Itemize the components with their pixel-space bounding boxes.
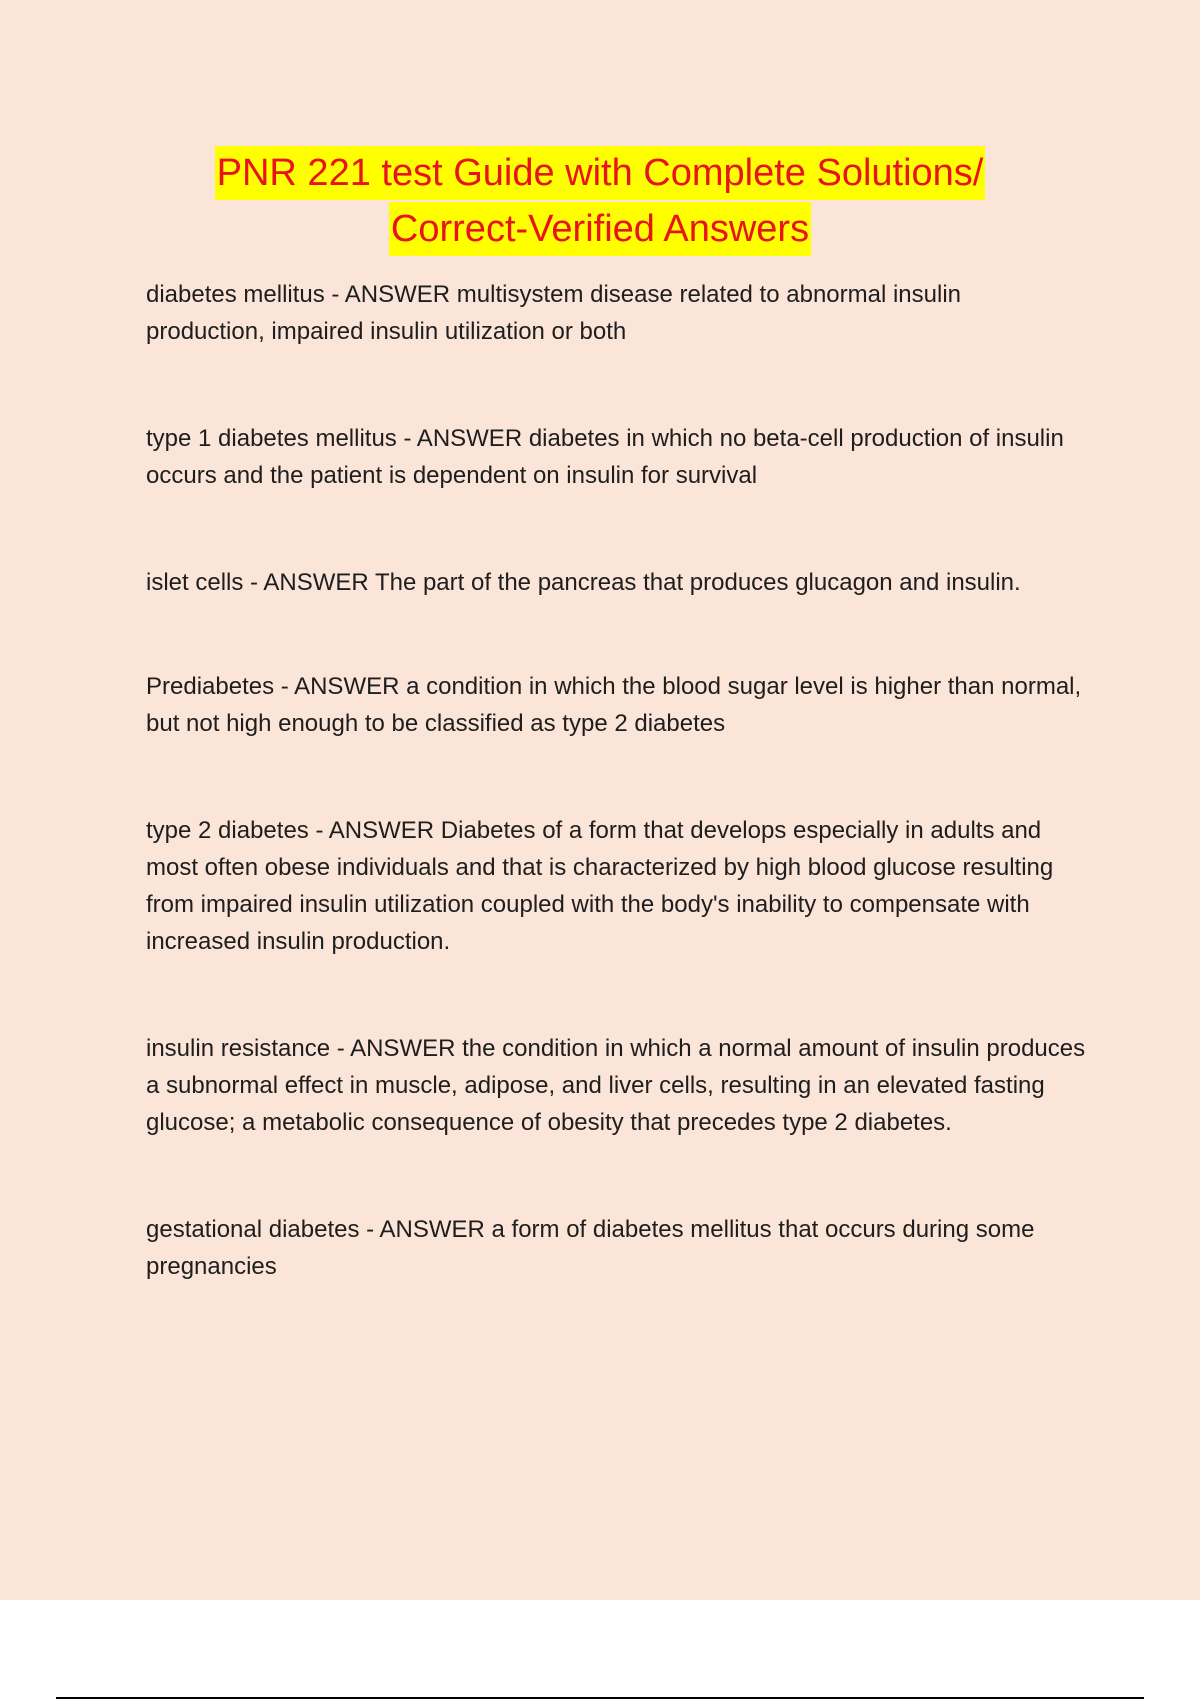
title-line-1: PNR 221 test Guide with Complete Solutions/ [215,146,986,200]
footer-divider [56,1697,1144,1699]
entry-type-1-diabetes: type 1 diabetes mellitus - ANSWER diabetes in which no beta-cell production of insulin occurs and the patient is dependent on insulin for survival [146,425,1064,489]
entry-islet-cells: islet cells - ANSWER The part of the pancreas that produces glucagon and insulin. [146,569,1021,596]
entry-type-2-diabetes: type 2 diabetes - ANSWER Diabetes of a form that develops especially in adults and most often obese individuals and that is characterized by high blood glucose resulting from impaired insulin utilization coupled with the body's inability to compensate with increased insulin production. [146,817,1054,955]
entry-prediabetes: Prediabetes - ANSWER a condition in which the blood sugar level is higher than normal, but not high enough to be classified as type 2 diabetes [146,673,1082,737]
entry-diabetes-mellitus: diabetes mellitus - ANSWER multisystem disease related to abnormal insulin production, impaired insulin utilization or both [146,281,962,345]
entry-insulin-resistance: insulin resistance - ANSWER the condition in which a normal amount of insulin produces a subnormal effect in muscle, adipose, and liver cells, resulting in an elevated fasting glucose; a metabolic consequence of obesity that precedes type 2 diabetes. [146,1035,1086,1136]
entry-gestational-diabetes: gestational diabetes - ANSWER a form of diabetes mellitus that occurs during some pregnancies [146,1216,1035,1280]
qa-entries [146,276,1086,1285]
title-line-2: Correct-Verified Answers [389,202,811,256]
document-title [0,145,1200,257]
